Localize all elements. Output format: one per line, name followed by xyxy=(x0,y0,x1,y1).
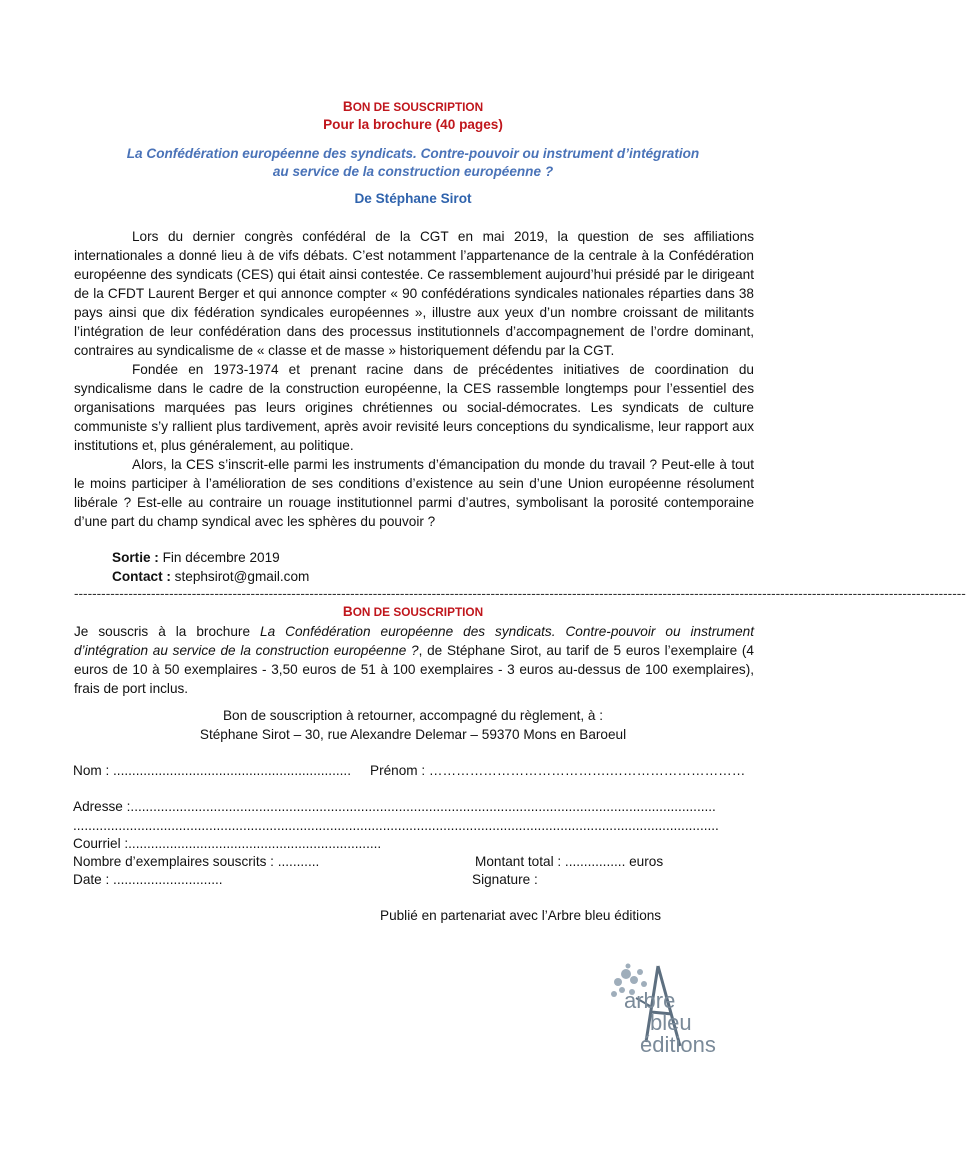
signature-field[interactable]: Signature : xyxy=(472,872,538,887)
sortie-label: Sortie : xyxy=(112,550,159,565)
book-title-line1: La Confédération européenne des syndicats. Contre-pouvoir ou instrument d’intégration xyxy=(126,146,700,161)
sortie-line xyxy=(112,548,280,567)
return-address: Stéphane Sirot – 30, rue Alexandre Delemar – 59370 Mons en Baroeul xyxy=(199,727,627,742)
book-title-line2: au service de la construction européenne ? xyxy=(272,164,554,179)
courriel-field[interactable]: Courriel :................................................................... xyxy=(73,836,382,851)
svg-text:arbre: arbre xyxy=(624,988,676,1013)
partnership-note: Publié en partenariat avec l’Arbre bleu éditions xyxy=(380,908,662,923)
montant-total-field[interactable]: Montant total : ................ euros xyxy=(475,854,664,869)
brochure-subtitle: Pour la brochure (40 pages) xyxy=(323,117,503,132)
return-line-1: Bon de souscription à retourner, accompagné du règlement, à : xyxy=(222,708,604,723)
coupon-bon-title: BON DE SOUSCRIPTION xyxy=(342,604,484,619)
svg-text:bleu: bleu xyxy=(650,1010,692,1035)
paragraph-1: Lors du dernier congrès confédéral de la CGT en mai 2019, la question de ses affiliations internationales a donné lieu à de vifs débats. C’est notamment l’appartenance de la centrale à la Confédération européenne des syndicats (CES) qui était ainsi contestée. Ce rassemblement aujourd’hui présidé par le dirigeant de la CFDT Laurent Berger et qui annonce compter « 90 confédérations syndicales nationales réparties dans 38 pays ainsi que dix fédération syndicales européennes », illustre aux yeux d’un nombre croissant de militants l’intégration de leur confédération dans des processus institutionnels d’accompagnement de l’ordre dominant, contraires au syndicalisme de « classe et de masse » historiquement défendu par la CGT. xyxy=(74,229,754,358)
nombre-exemplaires-field[interactable]: Nombre d’exemplaires souscrits : ........... xyxy=(73,854,320,869)
adresse-field-line2[interactable]: ........................................................................................................................................................................... xyxy=(73,818,719,833)
author-line: De Stéphane Sirot xyxy=(354,191,472,206)
contact-line xyxy=(112,567,309,586)
tree-logo-icon xyxy=(606,962,726,1062)
arbre-bleu-logo xyxy=(606,962,726,1062)
body-text xyxy=(74,227,754,531)
contact-label: Contact : xyxy=(112,569,171,584)
coupon-book-title: La Confédération européenne des syndicats. Contre-pouvoir ou instrument d’intégration au service de la construction européenne ? xyxy=(74,624,754,658)
paragraph-2: Fondée en 1973-1974 et prenant racine dans de précédentes initiatives de coordination du syndicalisme dans le cadre de la construction européenne, la CES rassemble longtemps pour l’essentiel des organisations marquées pas leurs origines chrétiennes ou social-démocrates. Les syndicats de culture communiste s’y rallient plus tardivement, après avoir revisité leurs conceptions du syndicalisme, leur rapport aux institutions et, plus généralement, au politique. xyxy=(74,362,754,453)
coupon-text: Je souscris à la brochure La Confédération européenne des syndicats. Contre-pouvoir ou instrument d’intégration au service de la construction européenne ?, de Stéphane Sirot, au tarif de 5 euros l’exemplaire (4 euros de 10 à 50 exemplaires - 3,50 euros de 51 à 100 exemplaires - 3 euros au-dessus de 100 exemplaires), frais de port inclus. xyxy=(74,624,754,696)
nom-field[interactable]: Nom : ............................................................... xyxy=(73,763,351,778)
sortie-value: Fin décembre 2019 xyxy=(158,550,280,565)
paragraph-3: Alors, la CES s’inscrit-elle parmi les instruments d’émancipation du monde du travail ? Peut-elle à tout le moins participer à l’amélioration de ses conditions d’existence au sein d’une Union européenne résolument libérale ? Est-elle au contraire un rouage institutionnel parmi d’autres, symbolisant la porosité contemporaine d’une part du champ syndical avec les sphères du pouvoir ? xyxy=(74,457,754,529)
contact-email[interactable]: stephsirot@gmail.com xyxy=(170,569,310,584)
bon-title: BON DE SOUSCRIPTION xyxy=(342,99,484,114)
cut-line-separator: ----------------------------------------------------------------------------------------------------------------------------------------------------------------------------------------------------- xyxy=(74,586,966,601)
prenom-field[interactable]: Prénom : ………………………………….………………………… xyxy=(370,763,746,778)
date-field[interactable]: Date : ............................. xyxy=(73,872,223,887)
svg-text:éditions: éditions xyxy=(640,1032,716,1057)
adresse-field[interactable]: Adresse :........................................................................................................................................................... xyxy=(73,799,716,814)
